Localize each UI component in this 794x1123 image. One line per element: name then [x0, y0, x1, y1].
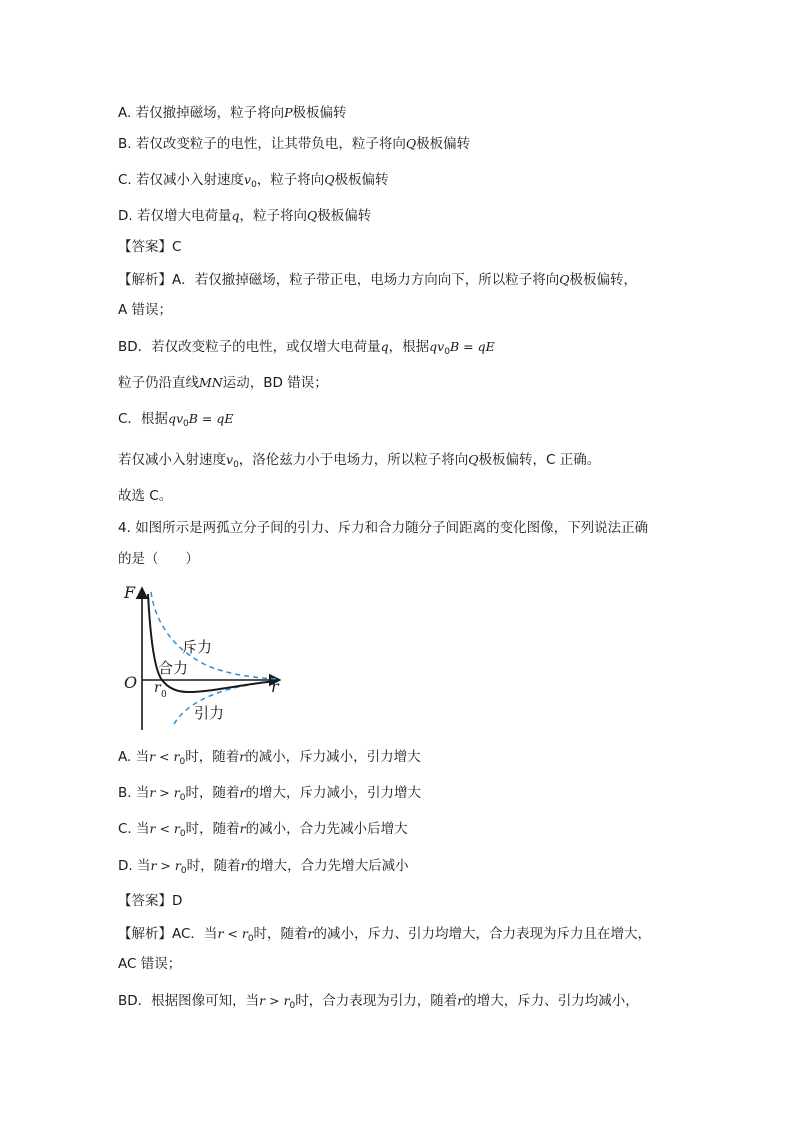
r0-label: r: [154, 680, 161, 696]
repulsion-label: 斥力: [182, 638, 213, 656]
answer: 【答案】D: [118, 893, 183, 909]
analysis-prev-line7: 故选 C。: [118, 488, 173, 504]
question4-stem-line1: 4. 如图所示是两孤立分子间的引力、斥力和合力随分子间距离的变化图像，下列说法正确: [118, 520, 649, 536]
attraction-label: 引力: [194, 704, 225, 722]
net-force-label: 合力: [158, 659, 189, 677]
analysis-prev-line4: 粒子仍沿直线MN运动，BD 错误；: [118, 375, 328, 391]
option-a-prev: A. 若仅撤掉磁场，粒子将向P极板偏转: [118, 105, 347, 121]
answer-prev: 【答案】C: [118, 239, 182, 255]
y-axis-label: F: [124, 583, 136, 602]
option-c-prev: C. 若仅减小入射速度$v_0$，粒子将向Q极板偏转: [118, 172, 389, 190]
question4-stem-line2: 的是（ ）: [118, 551, 199, 567]
analysis-line2: AC 错误；: [118, 956, 182, 972]
r0-sub: 0: [161, 690, 167, 700]
force-distance-graph: [118, 582, 290, 734]
analysis-prev-line1: 【解析】A．若仅撤掉磁场，粒子带正电，电场力方向向下，所以粒子将向Q极板偏转，: [118, 272, 637, 288]
molecular-force-figure: [118, 582, 290, 734]
analysis-line1: 【解析】AC．当$r < r_0$时，随着r的减小，斥力、引力均增大，合力表现为斥力且在增大，: [118, 926, 652, 944]
option-b-prev: B. 若仅改变粒子的电性，让其带负电，粒子将向Q极板偏转: [118, 136, 471, 152]
analysis-prev-line2: A 错误；: [118, 302, 173, 318]
option-c: C. 当$r < r_0$时，随着r的减小，合力先减小后增大: [118, 821, 408, 839]
option-d-prev: D. 若仅增大电荷量q，粒子将向Q极板偏转: [118, 208, 372, 224]
analysis-prev-line3: BD．若仅改变粒子的电性，或仅增大电荷量q，根据$qv_0B$ = qE: [118, 339, 495, 357]
origin-label: O: [124, 673, 138, 692]
analysis-line3: BD．根据图像可知，当$r > r_0$时，合力表现为引力，随着r的增大，斥力、引力均减小，: [118, 993, 639, 1011]
option-d: D. 当$r > r_0$时，随着r的增大，合力先增大后减小: [118, 858, 409, 876]
analysis-prev-line5: C．根据$qv_0B$ = qE: [118, 411, 234, 429]
net-force-curve: [148, 594, 278, 692]
analysis-prev-line6: 若仅减小入射速度$v_0$，洛伦兹力小于电场力，所以粒子将向Q极板偏转，C 正确。: [118, 452, 601, 470]
option-a: A. 当$r < r_0$时，随着r的减小，斥力减小，引力增大: [118, 749, 421, 767]
x-axis-label: r: [271, 677, 279, 696]
option-b: B. 当$r > r_0$时，随着r的增大，斥力减小，引力增大: [118, 785, 421, 803]
